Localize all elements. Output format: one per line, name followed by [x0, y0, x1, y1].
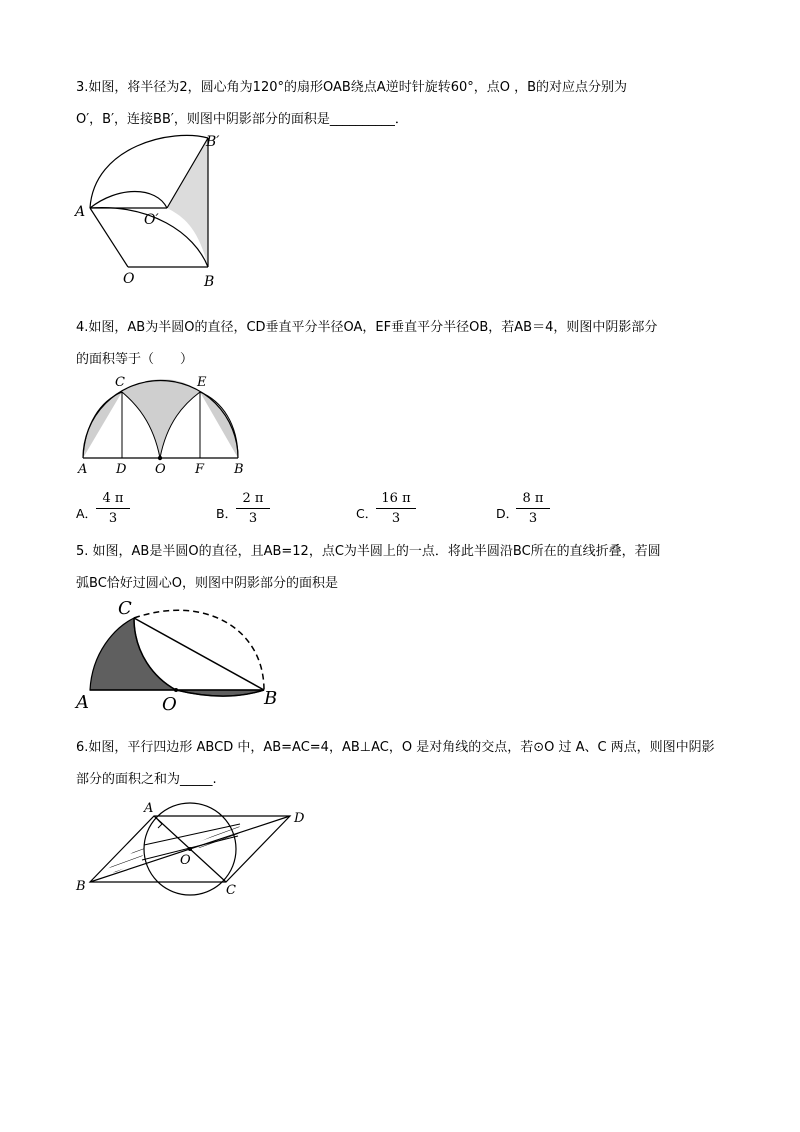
q4-center-point	[158, 456, 162, 460]
q5-label-c: C	[118, 598, 132, 619]
q6-label-c: C	[226, 883, 236, 898]
q4-option-d-value	[516, 491, 550, 526]
q6-text-line2: 部分的面积之和为_____.	[76, 772, 217, 787]
q5-figure	[74, 598, 284, 716]
q4-option-a-letter: A．	[76, 506, 98, 521]
q4-option-d-letter: D．	[496, 506, 519, 521]
q4-text-line1: 4.如图，AB为半圆O的直径，CD垂直平分半径OA，EF垂直平分半径OB，若AB＝4，则图中阴影部分	[76, 320, 658, 335]
q6-label-b: B	[76, 879, 86, 894]
q3-figure	[70, 132, 230, 292]
q3-text-line2: O′，B′，连接BB′，则图中阴影部分的面积是__________．	[76, 112, 408, 127]
q3-label-o-prime: O′	[144, 212, 159, 228]
q4-label-b: B	[234, 462, 244, 477]
q5-shaded-left	[90, 618, 176, 690]
q6-label-a: A	[144, 801, 154, 816]
q4-label-e: E	[197, 375, 207, 390]
q4-text-line2: 的面积等于（ ）	[76, 352, 194, 367]
q3-label-a: A	[75, 204, 86, 220]
q3-label-b-prime: B′	[206, 134, 220, 150]
q4-figure	[76, 372, 256, 480]
q3-label-o: O	[123, 271, 135, 287]
q6-center-point	[188, 847, 192, 851]
q4-option-c-num: 16 π	[376, 491, 416, 509]
q4-option-c-value	[376, 491, 416, 526]
q5-label-a: A	[76, 692, 89, 713]
q4-option-b-num: 2 π	[236, 491, 270, 509]
q5-center-point	[174, 688, 178, 692]
q4-label-d: D	[116, 462, 127, 477]
q3-seg-a-o	[90, 208, 128, 267]
q3-shaded-region	[167, 138, 208, 267]
q4-option-b-letter: B．	[216, 506, 238, 521]
q4-option-c-den: 3	[391, 511, 401, 526]
q5-label-o: O	[162, 694, 177, 715]
q6-text-line1: 6.如图，平行四边形 ABCD 中，AB=AC=4，AB⊥AC，O 是对角线的交点，若⊙O 过 A、C 两点，则图中阴影	[76, 740, 715, 755]
q4-option-a-value	[96, 491, 130, 526]
q3-text-line1: 3.如图，将半径为2，圆心角为120°的扇形OAB绕点A逆时针旋转60°，点O ，B的对应点分别为	[76, 80, 628, 95]
q5-label-b: B	[264, 688, 278, 709]
q4-option-c-letter: C．	[356, 506, 378, 521]
q4-label-c: C	[115, 375, 125, 390]
q6-label-o: O	[180, 853, 191, 868]
q5-text-line2: 弧BC恰好过圆心O，则图中阴影部分的面积是	[76, 576, 338, 591]
q4-label-f: F	[195, 462, 205, 477]
q4-option-b-value	[236, 491, 270, 526]
q4-option-d-den: 3	[528, 511, 538, 526]
q3-arc-top	[90, 192, 167, 209]
q6-label-d: D	[294, 811, 305, 826]
q4-option-b-den: 3	[248, 511, 258, 526]
q3-label-b: B	[204, 274, 215, 290]
q4-label-a: A	[78, 462, 88, 477]
q4-shaded-middle	[122, 379, 200, 458]
q6-figure	[72, 798, 312, 898]
q4-option-d-num: 8 π	[516, 491, 550, 509]
q4-shaded-left	[83, 392, 122, 458]
q6-hatched-right	[190, 824, 240, 848]
q5-text-line1: 5. 如图，AB是半圆O的直径，且AB=12，点C为半圆上的一点．将此半圆沿BC所在的直线折叠，若圆	[76, 544, 661, 559]
q4-option-a-num: 4 π	[96, 491, 130, 509]
q4-label-o: O	[155, 462, 166, 477]
q4-option-a-den: 3	[108, 511, 118, 526]
